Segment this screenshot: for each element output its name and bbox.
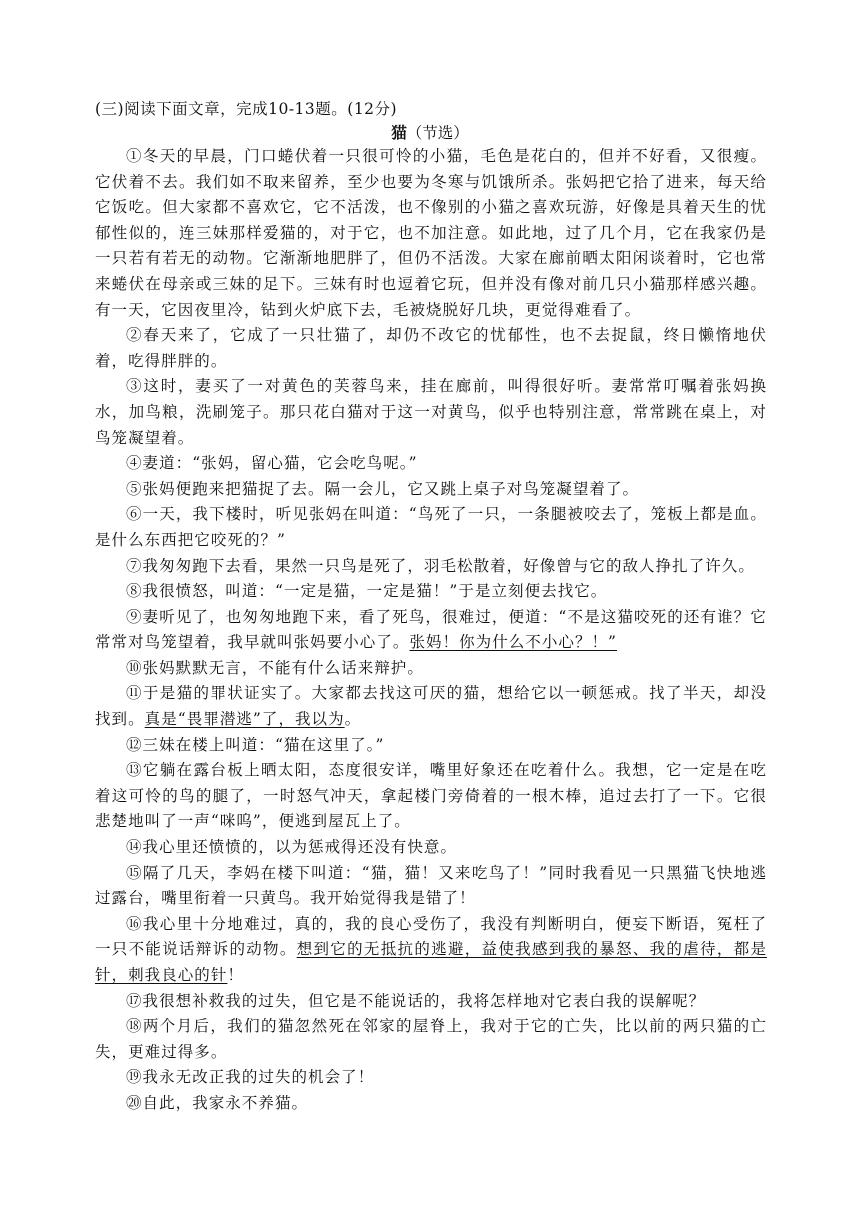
paragraph-text: ⑩张妈默默无言，不能有什么话来辩护。 <box>126 658 424 677</box>
paragraph-7 <box>95 554 767 580</box>
paragraph-text: ④妻道：“张妈，留心猫，它会吃鸟呢。” <box>126 454 418 473</box>
paragraph-4 <box>95 451 767 477</box>
paragraph-text: ⑯我心里十分地难过，真的，我的良心受伤了，我没有判断明白，便妄下断语，冤枉了一只不能说话辩诉的动物。 <box>95 914 767 959</box>
paragraph-text: ⑮隔了几天，李妈在楼下叫道：“猫，猫！又来吃鸟了！”同时我看见一只黑猫飞快地逃过露台，嘴里衔着一只黄鸟。我开始觉得我是错了！ <box>95 863 767 908</box>
paragraph-1 <box>95 144 767 323</box>
paragraph-12 <box>95 733 767 759</box>
paragraph-17 <box>95 989 767 1015</box>
paragraph-text: ⑭我心里还愤愤的，以为惩戒得还没有快意。 <box>126 838 458 857</box>
paragraph-8 <box>95 579 767 605</box>
paragraph-13 <box>95 758 767 835</box>
paragraph-10 <box>95 656 767 682</box>
paragraph-text: ⑧我很愤怒，叫道：“一定是猫，一定是猫！”于是立刻便去找它。 <box>126 582 608 601</box>
paragraph-text: ⑦我匆匆跑下去看，果然一只鸟是死了，羽毛松散着，好像曾与它的敌人挣扎了许久。 <box>126 556 755 575</box>
paragraph-15 <box>95 861 767 912</box>
paragraph-text: ①冬天的早晨，门口蜷伏着一只很可怜的小猫，毛色是花白的，但并不好看，又很瘦。它伏着不去。我们如不取来留养，至少也要为冬寒与饥饿所杀。张妈把它拾了进来，每天给它饭吃。但大家都不喜欢它，它不活泼，也不像别的小猫之喜欢玩游，好像是具着天生的忧郁性似的，连三妹那样爱猫的，对于它，也不加注意。如此地，过了几个月，它在我家仍是一只若有若无的动物。它渐渐地肥胖了，但仍不活泼。大家在廊前晒太阳闲谈着时，它也常来蜷伏在母亲或三妹的足下。三妹有时也逗着它玩，但并没有像对前几只小猫那样感兴趣。有一天，它因夜里冷，钻到火炉底下去，毛被烧脱好几块，更觉得难看了。 <box>95 147 767 319</box>
paragraph-2 <box>95 323 767 374</box>
paragraph-3 <box>95 374 767 451</box>
paragraph-16 <box>95 912 767 989</box>
paragraph-text: ⑬它躺在露台板上晒太阳，态度很安详，嘴里好象还在吃着什么。我想，它一定是在吃着这可怜的鸟的腿了，一时怒气冲天，拿起楼门旁倚着的一根木棒，追过去打了一下。它很悲楚地叫了一声“咪呜”，便逃到屋瓦上了。 <box>95 761 767 831</box>
paragraph-6 <box>95 502 767 553</box>
article-title-sub: （节选） <box>406 124 469 142</box>
paragraph-18 <box>95 1014 767 1065</box>
paragraph-text: ⑳自此，我家永不养猫。 <box>126 1093 309 1112</box>
section-header: (三)阅读下面文章，完成10-13题。(12分) <box>95 100 398 118</box>
paragraph-14 <box>95 835 767 861</box>
underlined-text: 张妈！你为什么不小心？！” <box>409 633 618 652</box>
paragraph-text: ⑨妻听见了，也匆匆地跑下来，看了死鸟，很难过，便道：“不是这猫咬死的还有谁？它常常对鸟笼望着，我早就叫张妈要小心了。 <box>95 607 767 652</box>
paragraph-text: ！ <box>227 966 244 984</box>
underlined-text: 想到它的无抵抗的逃避，益使我感到我的暴怒、我的虐待，都是针，刺我良心的针 <box>95 940 768 984</box>
paragraph-text: ⑤张妈便跑来把猫捉了去。隔一会儿，它又跳上桌子对鸟笼凝望着了。 <box>126 479 640 498</box>
paragraph-11 <box>95 681 767 732</box>
article-body <box>95 144 767 1117</box>
underlined-text: 真是“畏罪潜逃”了，我以为 <box>144 710 345 729</box>
paragraph-20 <box>95 1091 767 1117</box>
paragraph-text: ⑪于是猫的罪状证实了。大家都去找这可厌的猫，想给它以一顿惩戒。找了半天，却没找到。 <box>95 684 767 729</box>
article-title-main: 猫 <box>391 123 407 142</box>
paragraph-text: ⑫三妹在楼上叫道：“猫在这里了。” <box>126 735 385 754</box>
paragraph-text: ⑰我很想补救我的过失，但它是不能说话的，我将怎样地对它表白我的误解呢？ <box>126 991 706 1010</box>
paragraph-text: ⑱两个月后，我们的猫忽然死在邻家的屋脊上，我对于它的亡失，比以前的两只猫的亡失，更难过得多。 <box>95 1017 767 1061</box>
article-title <box>0 121 860 143</box>
paragraph-5 <box>95 477 767 503</box>
paragraph-text: ③这时，妻买了一对黄色的芙蓉鸟来，挂在廊前，叫得很好听。妻常常叮嘱着张妈换水，加鸟粮，洗刷笼子。那只花白猫对于这一对黄鸟，似乎也特别注意，常常跳在桌上，对鸟笼凝望着。 <box>95 377 767 447</box>
paragraph-text: ⑲我永无改正我的过失的机会了！ <box>126 1068 375 1087</box>
paragraph-text: 。 <box>344 710 362 729</box>
paragraph-text: ⑥一天，我下楼时，听见张妈在叫道：“鸟死了一只，一条腿被咬去了，笼板上都是血。是什么东西把它咬死的？” <box>95 505 767 549</box>
paragraph-text: ②春天来了，它成了一只壮猫了，却仍不改它的忧郁性，也不去捉鼠，终日懒惰地伏着，吃得胖胖的。 <box>95 326 767 370</box>
paragraph-9 <box>95 605 767 656</box>
paragraph-19 <box>95 1065 767 1091</box>
